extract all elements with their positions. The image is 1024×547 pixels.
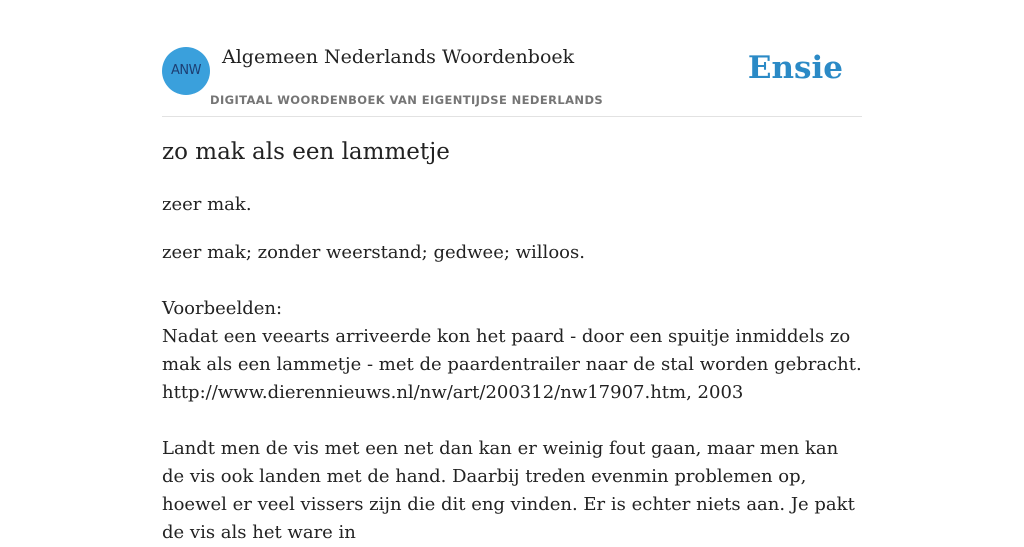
example-text: Nadat een veearts arriveerde kon het paard - door een spuitje inmiddels zo mak als een lammetje - met de paardentrailer naar de stal worden gebracht. [162, 326, 862, 375]
ensie-logo-link[interactable]: Ensie [747, 50, 843, 86]
examples-label: Voorbeelden: [162, 298, 283, 319]
example-source: http://www.dierennieuws.nl/nw/art/200312/nw17907.htm, 2003 [162, 382, 744, 403]
example-text: Landt men de vis met een net dan kan er weinig fout gaan, maar men kan de vis ook landen met de hand. Daarbij treden evenmin problemen op, hoewel er veel vissers zijn die dit eng vinden. Er is echter niets aan. Je pakt de vis als het ware in [162, 438, 855, 543]
site-subtitle: DIGITAAL WOORDENBOEK VAN EIGENTIJDSE NEDERLANDS [210, 93, 604, 107]
entry-headword: zo mak als een lammetje [162, 139, 450, 165]
anw-logo[interactable]: ANW [162, 47, 210, 95]
site-title[interactable]: Algemeen Nederlands Woordenboek [222, 46, 575, 68]
site-header [162, 0, 862, 117]
short-definition: zeer mak. [162, 194, 252, 215]
entry-body [162, 239, 862, 547]
page [162, 0, 862, 543]
full-definition: zeer mak; zonder weerstand; gedwee; willoos. [162, 242, 585, 263]
